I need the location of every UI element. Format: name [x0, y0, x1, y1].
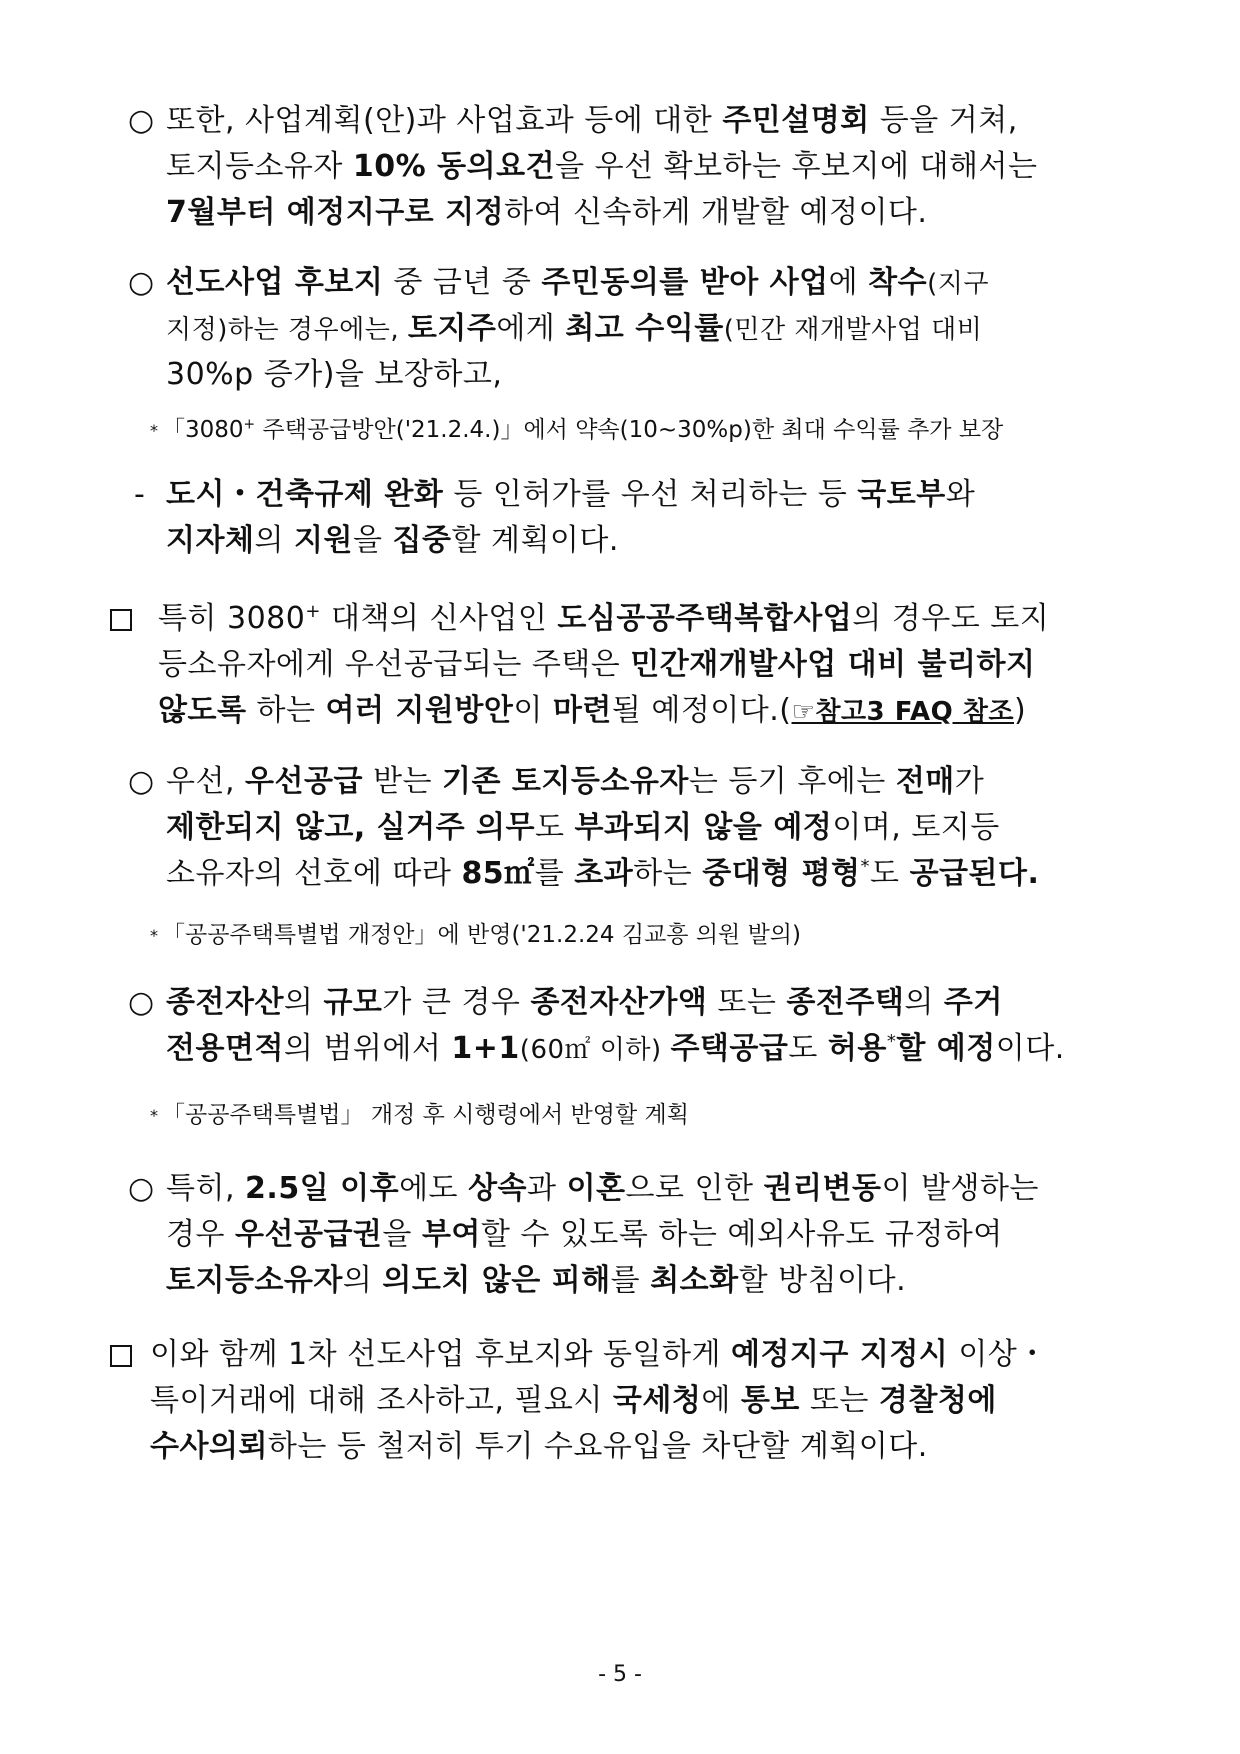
text-line: 제한되지 않고, 실거주 의무도 부과되지 않을 예정이며, 토지등: [166, 810, 1000, 845]
circle-bullet: ○: [128, 1171, 155, 1206]
text-line: 특히 3080+ 대책의 신사업인 도심공공주택복합사업의 경우도 토지: [158, 601, 1050, 636]
text-line: 특히, 2.5일 이후에도 상속과 이혼으로 인한 권리변동이 발생하는: [166, 1171, 1039, 1206]
circle-bullet: ○: [128, 764, 155, 799]
square-bullet-icon: [110, 609, 132, 631]
circle-bullet: ○: [128, 103, 155, 138]
text-line: 않도록 하는 여러 지원방안이 마련될 예정이다.(☞참고3 FAQ 참조): [158, 693, 1027, 728]
text-line: 이와 함께 1차 선도사업 후보지와 동일하게 예정지구 지정시 이상・: [150, 1337, 1048, 1372]
text-line: 우선, 우선공급 받는 기존 토지등소유자는 등기 후에는 전매가: [166, 764, 985, 799]
text-line: 수사의뢰하는 등 철저히 투기 수요유입을 차단할 계획이다.: [150, 1429, 928, 1464]
page-number: - 5 -: [598, 1662, 642, 1687]
text-line: 토지등소유자 10% 동의요건을 우선 확보하는 후보지에 대해서는: [166, 149, 1038, 184]
text-line: 30%p 증가)을 보장하고,: [166, 357, 503, 392]
text-line: 토지등소유자의 의도치 않은 피해를 최소화할 방침이다.: [166, 1263, 907, 1298]
footnote: * 「공공주택특별법 개정안」에 반영('21.2.24 김교흥 의원 발의): [150, 922, 801, 948]
text-line: 종전자산의 규모가 큰 경우 종전자산가액 또는 종전주택의 주거: [166, 985, 1003, 1020]
text-line: 전용면적의 범위에서 1+1(60㎡ 이하) 주택공급도 허용*할 예정이다.: [166, 1031, 1065, 1066]
text-line: 특이거래에 대해 조사하고, 필요시 국세청에 통보 또는 경찰청에: [150, 1383, 997, 1418]
text-line: 소유자의 선호에 따라 85㎡를 초과하는 중대형 평형*도 공급된다.: [166, 856, 1040, 891]
text-line: 지정)하는 경우에는, 토지주에게 최고 수익률(민간 재개발사업 대비: [166, 311, 983, 346]
text-line: 7월부터 예정지구로 지정하여 신속하게 개발할 예정이다.: [166, 195, 928, 230]
text-line: 또한, 사업계획(안)과 사업효과 등에 대한 주민설명회 등을 거쳐,: [166, 103, 1018, 138]
square-bullet-icon: [110, 1345, 132, 1367]
footnote: * 「3080+ 주택공급방안('21.2.4.)」에서 약속(10~30%p)한 최대 수익률 추가 보장: [150, 416, 1004, 443]
dash-bullet: -: [134, 477, 146, 512]
text-line: 도시・건축규제 완화 등 인허가를 우선 처리하는 등 국토부와: [166, 477, 976, 512]
reference-link[interactable]: ☞참고3 FAQ 참조: [791, 697, 1014, 727]
text-line: 등소유자에게 우선공급되는 주택은 민간재개발사업 대비 불리하지: [158, 647, 1036, 682]
text-line: 경우 우선공급권을 부여할 수 있도록 하는 예외사유도 규정하여: [166, 1217, 1003, 1252]
circle-bullet: ○: [128, 265, 155, 300]
circle-bullet: ○: [128, 985, 155, 1020]
text-line: 선도사업 후보지 중 금년 중 주민동의를 받아 사업에 착수(지구: [166, 265, 989, 300]
footnote: * 「공공주택특별법」 개정 후 시행령에서 반영할 계획: [150, 1102, 689, 1128]
text-line: 지자체의 지원을 집중할 계획이다.: [166, 523, 619, 558]
